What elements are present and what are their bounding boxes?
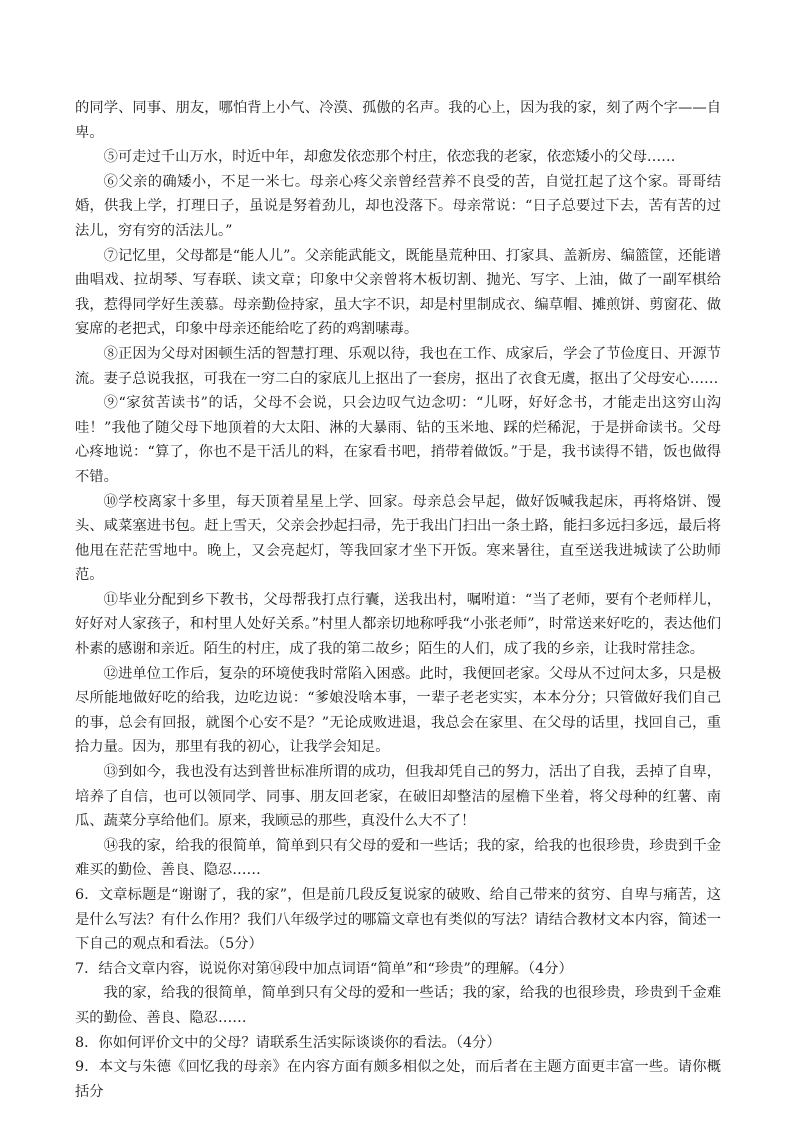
document-page xyxy=(75,96,721,1104)
paragraph-14: ⑭我的家，给我的很简单，简单到只有父母的爱和一些话；我的家，给我的也很珍贵，珍贵到千金难买的勤俭、善良、隐忍…… xyxy=(75,837,721,879)
paragraph-10: ⑩学校离家十多里，每天顶着星星上学、回家。母亲总会早起，做好饭喊我起床，再将烙饼、馒头、咸菜塞进书包。赶上雪天，父亲会抄起扫帚，先于我出门扫出一条土路，能扫多远扫多远，最后将他甩在茫茫雪地中。晚上，又会亮起灯，等我回家才坐下开饭。寒来暑往，直至送我进城读了公助师范。 xyxy=(75,493,721,584)
paragraph-12: ⑫进单位工作后，复杂的环境使我时常陷入困惑。此时，我便回老家。父母从不过问太多，只是极尽所能地做好吃的给我，边吃边说：“爹娘没啥本事，一辈子老老实实，本本分分；只管做好我们自己的事，总会有回报，就图个心安不是？”无论成败进退，我总会在家里、在父母的话里，找回自己，重拾力量。因为，那里有我的初心，让我学会知足。 xyxy=(75,665,721,756)
question-8: 8．你如何评价文中的父母？请联系生活实际谈谈你的看法。（4分） xyxy=(75,1034,501,1051)
paragraph-7: ⑦记忆里，父母都是“能人儿”。父亲能武能文，既能垦荒种田、打家具、盖新房、编篮筐，还能谱曲唱戏、拉胡琴、写春联、读文章；印象中父亲曾将木板切割、抛光、写字、上油，做了一副军棋给我，惹得同学好生羡慕。母亲勤俭持家，虽大字不识，却是村里制成衣、编草帽、摊煎饼、剪窗花、做宴席的老把式，印象中母亲还能给吃了药的鸡割嗉毒。 xyxy=(75,247,721,338)
paragraph-5: ⑤可走过千山万水，时近中年，却愈发依恋那个村庄，依恋我的老家，依恋矮小的父母…… xyxy=(103,149,676,166)
question-9: 9．本文与朱德《回忆我的母亲》在内容方面有颇多相似之处，而后者在主题方面更丰富一些。请你概括分 xyxy=(75,1059,721,1100)
question-7: 7．结合文章内容，说说你对第⑭段中加点词语“简单”和“珍贵”的理解。（4分） xyxy=(75,960,573,977)
question-6: 6．文章标题是“谢谢了，我的家”，但是前几段反复说家的破败、给自己带来的贫穷、自卑与痛苦，这是什么写法？有什么作用？我们八年级学过的哪篇文章也有类似的写法？请结合教材文本内容，简述一下自己的观点和看法。（5分） xyxy=(75,887,721,953)
paragraph-13: ⑬到如今，我也没有达到普世标准所谓的成功，但我却凭自己的努力，活出了自我，丢掉了自卑，培养了自信，也可以领同学、同事、朋友回老家，在破旧却整洁的屋檐下坐着，将父母种的红薯、南瓜、蔬菜分享给他们。原来，我顾忌的那些，真没什么大不了！ xyxy=(75,764,721,830)
paragraph-8: ⑧正因为父母对困顿生活的智慧打理、乐观以待，我也在工作、成家后，学会了节俭度日、开源节流。妻子总说我抠，可我在一穷二白的家底儿上抠出了一套房，抠出了衣食无虞，抠出了父母安心…… xyxy=(75,345,721,387)
question-7-quote: 我的家，给我的很简单，简单到只有父母的爱和一些话；我的家，给我的也很珍贵，珍贵到千金难买的勤俭、善良、隐忍…… xyxy=(75,985,721,1026)
paragraph-continued: 的同学、同事、朋友，哪怕背上小气、冷漠、孤傲的名声。我的心上，因为我的家，刻了两个字——自卑。 xyxy=(75,100,721,141)
paragraph-9: ⑨“家贫苦读书”的话，父母不会说，只会边叹气边念叨：“儿呀，好好念书，才能走出这穷山沟哇！”我他了随父母下地顶着的大太阳、淋的大暴雨、钻的玉米地、踩的烂稀泥，于是拼命读书。父母心疼地说：“算了，你也不是干活儿的料，在家看书吧，捎带着做饭。”于是，我书读得不错，饭也做得不错。 xyxy=(75,395,721,485)
paragraph-6: ⑥父亲的确矮小，不足一米七。母亲心疼父亲曾经营养不良受的苦，自觉扛起了这个家。哥哥结婚，供我上学，打理日子，虽说是努着劲儿，却也没落下。母亲常说：“日子总要过下去，苦有苦的过法儿，穷有穷的活法儿。” xyxy=(75,173,721,239)
paragraph-11: ⑪毕业分配到乡下教书，父母帮我打点行囊，送我出村，嘱咐道：“当了老师，要有个老师样儿，好好对人家孩子，和村里人处好关系。”村里人都亲切地称呼我“小张老师”，时常送来好吃的，表达他们朴素的感谢和亲近。陌生的村庄，成了我的第二故乡；陌生的人们，成了我的乡亲，让我时常挂念。 xyxy=(75,591,721,658)
